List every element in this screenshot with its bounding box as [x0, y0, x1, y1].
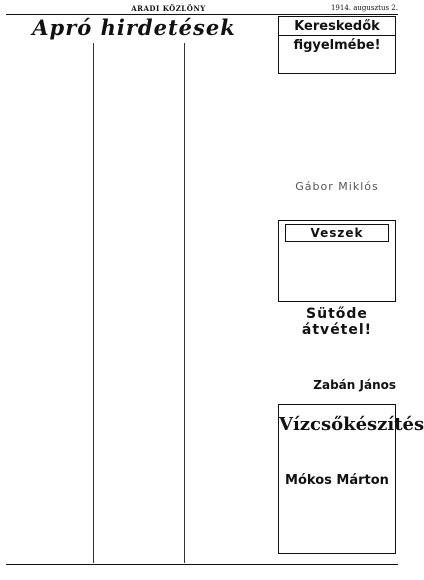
ad-factory-box [278, 78, 396, 176]
right-advert-column [278, 16, 424, 566]
column-3 [187, 43, 274, 563]
running-head-date: 1914. augusztus 2. [330, 4, 398, 12]
ad-merchants-subheading: figyelmébe! [279, 35, 395, 53]
ad-merchants-heading: Kereskedők [294, 19, 380, 34]
ad-veszek-box [278, 220, 396, 302]
ad-bakery-name: Zabán János [313, 378, 396, 392]
ad-bakery-heading: Sütőde átvétel! [301, 306, 373, 338]
running-head [6, 2, 398, 14]
ad-merchants-box [278, 16, 396, 74]
ad-plumbing-box [278, 404, 424, 554]
ad-bakery-box [278, 306, 396, 400]
classified-columns [6, 43, 274, 563]
ad-gabor-name: Gábor Miklós [295, 180, 379, 193]
ad-plumbing-name: Mókos Márton [285, 473, 389, 488]
section-banner: Apró hirdetések [32, 15, 236, 40]
column-2 [96, 43, 185, 563]
running-head-title: ARADI KÖZLÖNY [131, 3, 206, 13]
ad-gabor-box [278, 180, 396, 216]
foot-rule [6, 564, 398, 565]
column-1 [6, 43, 94, 563]
ad-veszek-logo: Veszek [285, 224, 389, 242]
ad-plumbing-heading: Vízcsőkészítés [279, 414, 424, 435]
